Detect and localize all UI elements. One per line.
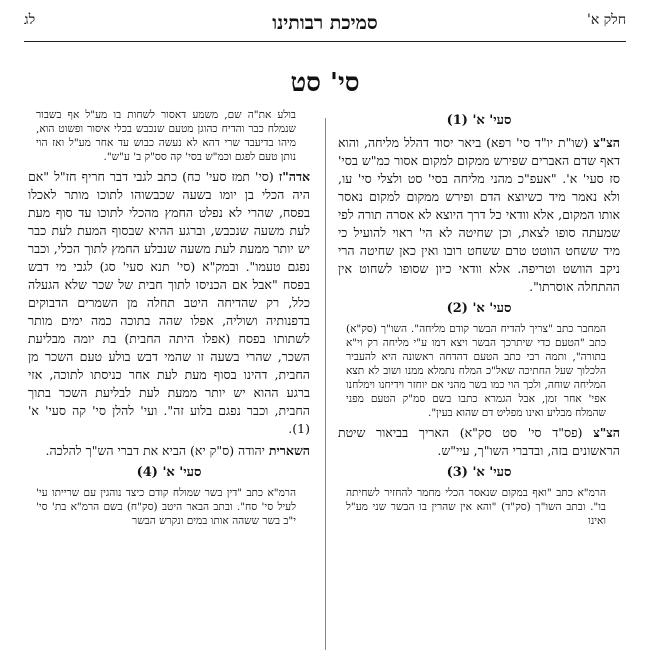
right-column	[338, 108, 620, 532]
header-part-label: חלק א'	[586, 12, 626, 28]
paragraph	[338, 424, 620, 460]
paragraph-lead: השארית	[268, 443, 310, 458]
paragraph-text: יהודה (ס"ק יא) הביא את דברי הש"ך להלכה.	[45, 443, 269, 458]
running-header	[24, 6, 626, 38]
paragraph-text: (פס"ד סי' סט סק"א) האריך בביאור שיטת הראשונים בזה, ובדברי השו"ך, עיי"ש.	[338, 425, 620, 458]
header-book-title: סמיכת רבותינו	[272, 12, 378, 34]
paragraph-text: (סי' תמז סעי' כח) כתב לגבי דבר חריף חז"ל "אם היה הכלי בן יומו בשעה שכבשוהו לתוכו מותר לאכלו בפסח, שהרי לא נפלט החמץ מהכלי לתוכו עד סוף מעת לעת משעה שנכבש, וברגע ההיא שבסוף המעת לעת כבר יש יותר ממעת לעת משעה שנבלע החמץ לתוך הכלי, וכבר נפגם טעמו". ובמק"א (סי' תנא סעי' סג) לגבי מי דבש בפסח "אבל אם הכניסו לתוך חבית של שכר שלא הגעלה כלל, רק שהדיחה היטב תחלה מן השמרים הדבוקים בדפנותיה ושוליה, אפלו שהה בתוכה כמה ימים מותר לשתותו בפסח (אפלו היתה החבית) בת יומה מבליעת השכר, שהרי בשעה זו שהמי דבש בולע טעם השכר מן החבית, דהינו בסוף מעת לעת אחר כניסתו לתוכה, אזי ברגע ההוא יש יותר ממעת לעת לבליעת השכר בתוך החבית, וכבר נפגם בלוע זה". ועי' להלן סי' קה סעי' א' (1).	[28, 169, 310, 436]
small-print-quote: הרמ"א כתב "ואף במקום שנאסר הכלי מחמר להחזיר לשחיתה בו". ובתב השו"ך (סק"ד) "והא אין שהרין בו הבשר שני מע"ל ואינו	[346, 487, 606, 527]
paragraph-lead: הצ"צ	[593, 425, 620, 440]
siman-title: סי' סט	[290, 68, 360, 98]
paragraph-lead: הצ"צ	[593, 135, 620, 150]
paragraph	[28, 168, 310, 438]
subsection-heading-2: סעי' א' (2)	[446, 301, 512, 316]
subsection-heading-3: סעי' א' (3)	[446, 465, 512, 480]
small-print-quote: הרמ"א כתב "דין בשר שמולח קודם כיצד נוהגין עם שרייתו עי' לעיל סי' סח". ובתב הבאר היטב (סק"ח) בשם הרמ"א בת' סי' י"ב בשר ששהה אותו במים ונקרש הבשר	[36, 487, 296, 527]
paragraph-text: (שו"ת יו"ד סי' רפא) ביאר יסוד דהלל מליחה, והוא דאף שדם האברים שפירש ממקום למקום אסור כמ"ש בסי' סז סעי' א'. "אעפ"כ מהני מליחה בסי' סט ולצלי סי' עו, ולא נאמר מיד כשיוצא הדם ופירש ממקום למקום נאסר אותו המקום, אלא וודאי כל דרך היוצא לא אסרה תורה לפי שמעתה סופו לצאת, וכן שחיטה לא הי' ראוי להועיל כי מיד ששחט הווטט טרם ששחט רובו ואין כאן שחיטה הרי ניקב הוושט וטריפה. אלא וודאי כיון שסופו לשחוט אין ההתחלה אוסרתו".	[338, 135, 620, 294]
subsection-heading-1: סעי' א' (1)	[446, 113, 512, 128]
paragraph	[28, 442, 310, 460]
paragraph	[338, 134, 620, 296]
subsection-heading-4: סעי' א' (4)	[136, 465, 202, 480]
left-column	[28, 108, 310, 532]
small-print-quote: המחבר כתב "צריך להדיח הבשר קודם מליחה". השו"ך (סק"א) כתב "הטעם כדי שיתרכך הבשר ויצא דמו ע"י מליחה רק וי"א בתורה", ותמה רבי כתב הטעם דהדחה ראשונה היא להעביר הלכלוך שעל החתיכה שאל"כ המלח נתמלא ממנו ושוב לא תצא המליחה שוחה, ולכך הוי כמו בשר מהני אם יוחזר וידיחנו וימלחנו אפי' אחר זמן, אבל הגמרא כתבו בשם סמ"ק הטעם מפני שהמלח מבליע ואינו מפליט דם שהוא בעין".	[346, 323, 606, 419]
header-rule	[24, 41, 626, 42]
paragraph-lead: אדה"ז	[278, 169, 310, 184]
column-divider	[325, 118, 326, 650]
header-page-number: לג	[24, 12, 36, 28]
small-print-quote: בולע את"ה שם, משמע דאסור לשחות בו מע"ל אף בשבור שנמלח כבר והדיח כהוגן מטעם שנכבש בכלי איסור ופשוט הוא, מיהו בדיעבד שרי דהא לא נעשה כבוש עד אחר מע"ל ואז הוי נותן טעם לפגם וכמ"ש בסי' קה סס"ק ב' ע"ש".	[36, 109, 296, 163]
